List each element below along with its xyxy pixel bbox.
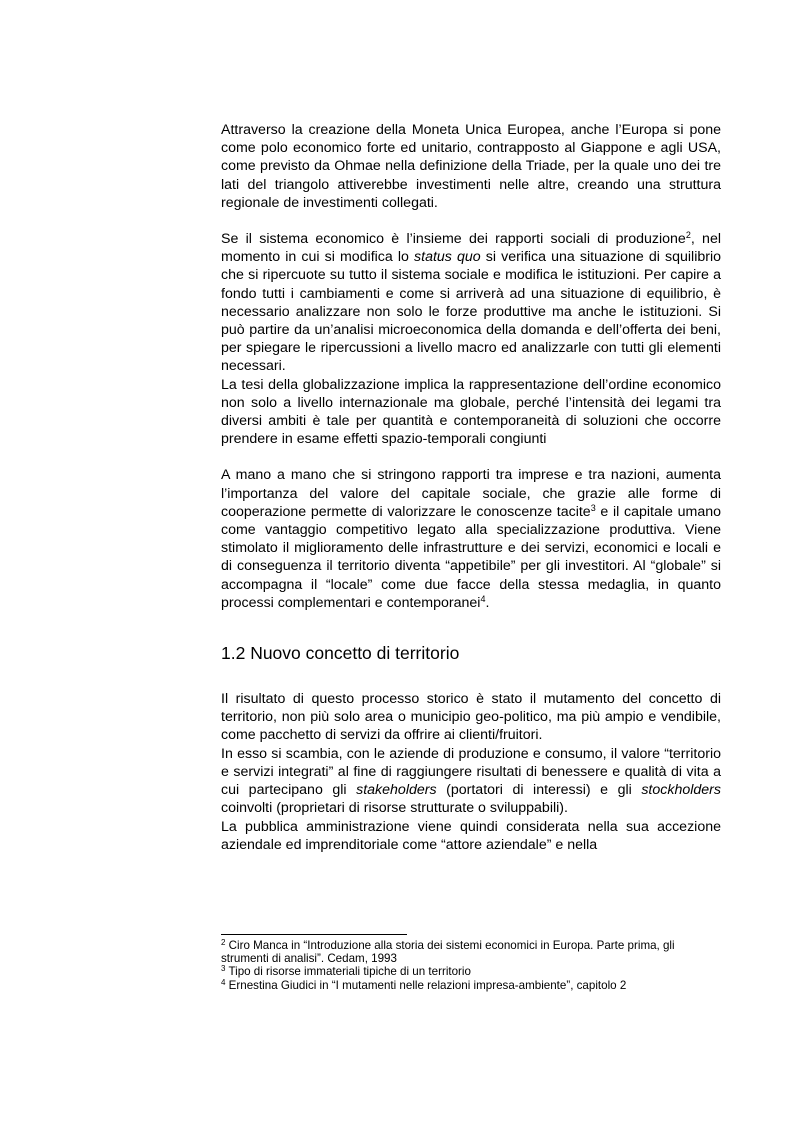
footnote-ref-3: 3: [590, 502, 596, 513]
footnotes: [221, 934, 721, 992]
paragraph-3: La tesi della globalizzazione implica la rappresentazione dell’ordine economico non solo a livello internazionale ma globale, perché l’intensità dei legami tra diversi ambiti è tale per quantità e contemporaneità di soluzioni che occorre prendere in esame effetti spazio-temporali congiunti: [221, 376, 721, 448]
paragraph-6: In esso si scambia, con le aziende di produzione e consumo, il valore “territorio e servizi integrati” al fine di raggiungere risultati di benessere e qualità di vita a cui partecipano gli stakeholders (portatori di interessi) e gli stockholders coinvolti (proprietari di risorse strutturate o sviluppabili).: [221, 745, 721, 817]
paragraph-4: A mano a mano che si stringono rapporti tra imprese e tra nazioni, aumenta l’importanza del valore del capitale sociale, che grazie alle forme di cooperazione permette di valorizzare le conoscenze tacite$^3$ e il capitale umano come vantaggio competitivo legato alla specializzazione produttiva. Viene stimolato il miglioramento delle infrastrutture e dei servizi, economici e locali e di conseguenza il territorio diventa “appetibile” per gli investitori. Al “globale” si accompagna il “locale” come due facce della stessa medaglia, in quanto processi complementari e contemporanei$^4$.: [221, 467, 721, 611]
paragraph-2: Se il sistema economico è l’insieme dei rapporti sociali di produzione$^2$, nel momento in cui si modifica lo status quo si verifica una situazione di squilibrio che si ripercuote su tutto il sistema sociale e modifica le istituzioni. Per capire a fondo tutti i cambiamenti e come si arriverà ad una situazione di equilibrio, è necessario analizzare non solo le forze produttive ma anche le istituzioni. Si può partire da un’analisi microeconomica della domanda e dell’offerta dei beni, per spiegare le ripercussioni a livello macro ed analizzarle con tutti gli elementi necessari.: [221, 230, 722, 375]
footnote-4: $^4$ Ernestina Giudici in “I mutamenti nelle relazioni impresa-ambiente”, capitolo 2: [221, 977, 627, 992]
paragraph-1: Attraverso la creazione della Moneta Unica Europea, anche l’Europa si pone come polo economico forte ed unitario, contrapposto al Giappone e agli USA, come previsto da Ohmae nella definizione della Triade, per la quale uno dei tre lati del triangolo attiverebbe investimenti nelle altre, creando una struttura regionale de investimenti collegati.: [221, 122, 721, 211]
paragraph-7: La pubblica amministrazione viene quindi considerata nella sua accezione aziendale ed imprenditoriale come “attore aziendale” e nella: [221, 818, 721, 853]
footnote-ref-4: 4: [480, 593, 486, 604]
footnote-2: $^2$ Ciro Manca in “Introduzione alla storia dei sistemi economici in Europa. Parte prima, gli strumenti di analisi”. Cedam, 1993: [221, 938, 675, 966]
footnote-separator: [221, 934, 407, 935]
section-heading: 1.2 Nuovo concetto di territorio: [221, 643, 460, 664]
footnote-ref-2: 2: [685, 230, 691, 241]
paragraph-5: Il risultato di questo processo storico è stato il mutamento del concetto di territorio, non più solo area o municipio geo-politico, ma più ampio e vendibile, come pacchetto di servizi da offrire ai clienti/fruitori.: [221, 691, 721, 744]
main-text: [221, 121, 721, 854]
footnote-3: $^3$ Tipo di risorse immateriali tipiche di un territorio: [221, 964, 471, 979]
